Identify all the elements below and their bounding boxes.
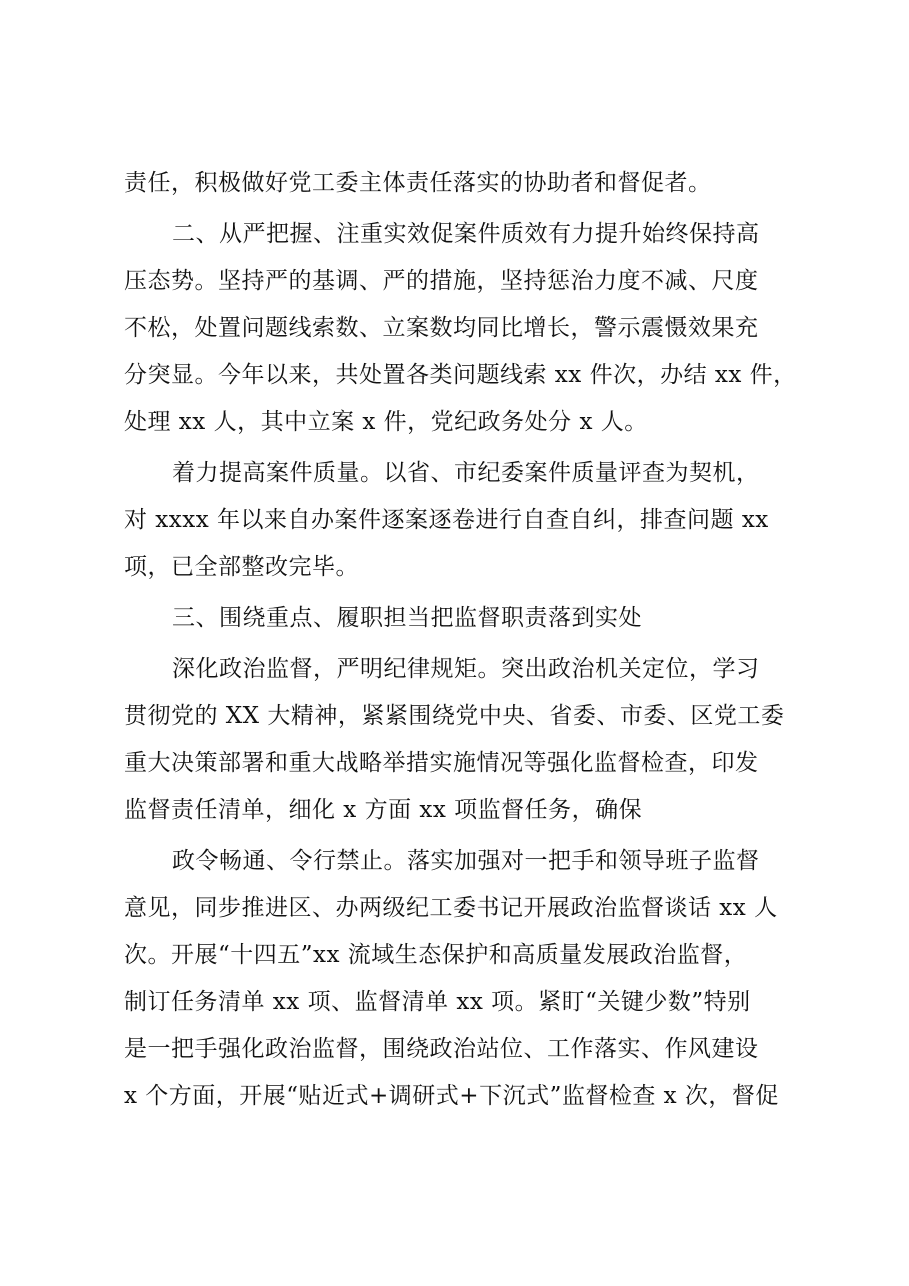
text-line: 责任，积极做好党工委主体责任落实的协助者和督促者。 xyxy=(124,170,712,196)
text-line: 对 xxxx 年以来自办案件逐案逐卷进行自查自纠，排查问题 xx xyxy=(124,507,769,533)
text-line: 不松，处置问题线索数、立案数均同比增长，警示震慑效果充 xyxy=(124,315,759,341)
text-line: 意见，同步推进区、办两级纪工委书记开展政治监督谈话 xx 人 xyxy=(124,895,778,921)
text-line: 处理 xx 人，其中立案 x 件，党纪政务处分 x 人。 xyxy=(124,409,648,435)
text-line: 次。开展“十四五”xx 流域生态保护和高质量发展政治监督， xyxy=(124,942,748,968)
text-line: 分突显。今年以来，共处置各类问题线索 xx 件次，办结 xx 件， xyxy=(124,362,797,388)
text-line: 项，已全部整改完毕。 xyxy=(124,554,359,580)
text-line: 制订任务清单 xx 项、监督清单 xx 项。紧盯“关键少数”特别 xyxy=(124,989,751,1015)
text-line: 着力提高案件质量。以省、市纪委案件质量评查为契机， xyxy=(172,460,760,486)
text-line: 深化政治监督，严明纪律规矩。突出政治机关定位，学习 xyxy=(172,656,760,682)
text-line: 贯彻党的 XX 大精神，紧紧围绕党中央、省委、市委、区党工委 xyxy=(124,703,785,729)
section-heading: 二、从严把握、注重实效促案件质效有力提升始终保持高 xyxy=(172,221,760,247)
text-line: 重大决策部署和重大战略举措实施情况等强化监督检查，印发 xyxy=(124,750,759,776)
text-line: 监督责任清单，细化 x 方面 xx 项监督任务，确保 xyxy=(124,797,643,823)
text-line: x 个方面，开展“贴近式+调研式+下沉式”监督检查 x 次，督促 xyxy=(124,1083,779,1109)
section-heading: 三、围绕重点、履职担当把监督职责落到实处 xyxy=(172,605,642,631)
text-line: 是一把手强化政治监督，围绕政治站位、工作落实、作风建设 xyxy=(124,1036,759,1062)
text-line: 压态势。坚持严的基调、严的措施，坚持惩治力度不减、尺度 xyxy=(124,268,759,294)
text-line: 政令畅通、令行禁止。落实加强对一把手和领导班子监督 xyxy=(172,848,760,874)
